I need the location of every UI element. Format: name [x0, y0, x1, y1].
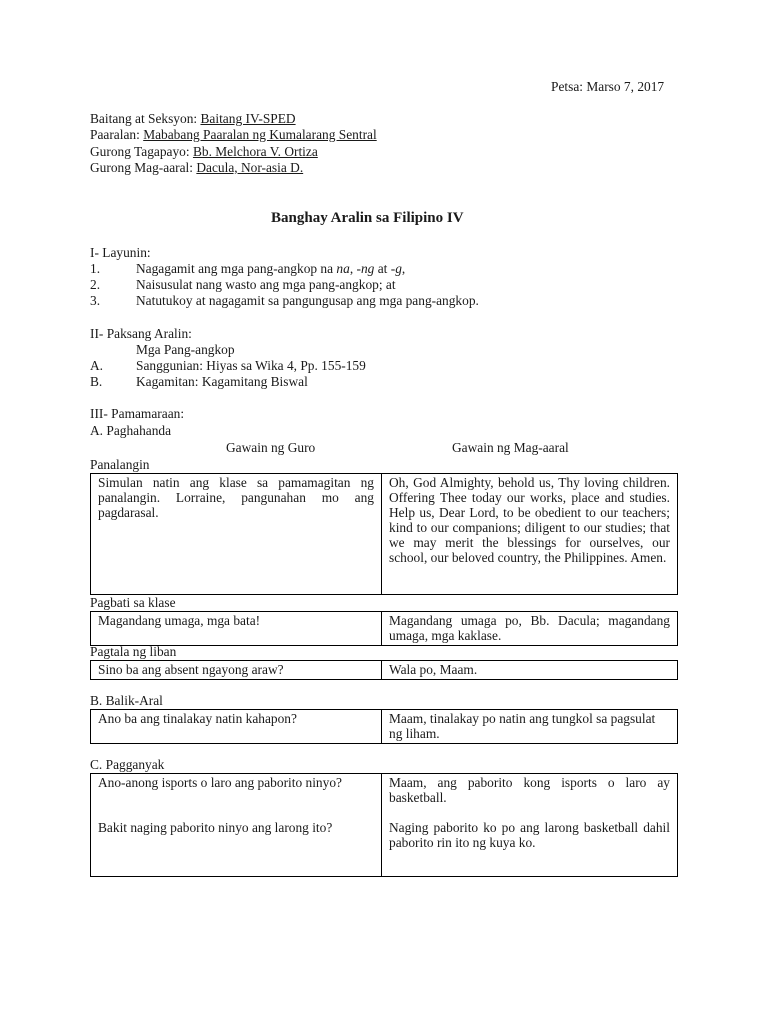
date-line — [551, 79, 664, 95]
guro-question-2: Bakit naging paborito ninyo ang larong ito? — [98, 820, 333, 835]
header-label: Baitang at Seksyon: — [90, 111, 198, 126]
header-value: Bb. Melchora V. Ortiza — [192, 144, 318, 159]
objective-3: Natutukoy at nagagamit sa pangungusap ang mga pang-angkop. — [136, 293, 479, 308]
date-value: Marso 7, 2017 — [586, 79, 665, 94]
header-student-teacher — [90, 160, 303, 176]
header-value: Dacula, Nor-asia D. — [196, 160, 304, 175]
label-pagtala: Pagtala ng liban — [90, 644, 177, 659]
label-panalangin: Panalangin — [90, 457, 150, 472]
table-row — [91, 612, 678, 646]
objective-term: -g — [390, 261, 402, 276]
objective-sep: , — [349, 261, 357, 276]
subheading-balik-aral: B. Balik-Aral — [90, 693, 163, 708]
section-heading-paksang-aralin: II- Paksang Aralin: — [90, 326, 192, 341]
header-label: Gurong Tagapayo: — [90, 144, 190, 159]
objective-sep: at — [374, 261, 391, 276]
header-label: Gurong Mag-aaral: — [90, 160, 193, 175]
list-letter: B. — [90, 374, 103, 389]
table-panalangin — [90, 473, 678, 595]
mag-aaral-cell: Oh, God Almighty, behold us, Thy loving children. Offering Thee today our works, place and studies. Help us, Dear Lord, to be obedient to our teachers; kind to our companions; diligent to our studies; that we may merit the blessings for ourselves, our school, our beloved country, the Philippines. Amen. — [382, 474, 678, 595]
header-value: Mababang Paaralan ng Kumalarang Sentral — [143, 127, 377, 142]
page-title: Banghay Aralin sa Filipino IV — [271, 210, 464, 226]
reference-line: Sanggunian: Hiyas sa Wika 4, Pp. 155-159 — [136, 358, 366, 373]
section-heading-pamamaraan: III- Pamamaraan: — [90, 406, 185, 421]
date-label: Petsa: — [551, 79, 583, 94]
mag-aaral-answer-2: Naging paborito ko po ang larong basketball dahil paborito rin ito ng kuya ko. — [389, 820, 670, 850]
table-row — [91, 474, 678, 595]
column-header-guro: Gawain ng Guro — [226, 440, 316, 455]
subheading-paghahanda: A. Paghahanda — [90, 423, 172, 438]
guro-cell: Ano ba ang tinalakay natin kahapon? — [91, 710, 382, 744]
objective-2: Naisusulat nang wasto ang mga pang-angkop; at — [136, 277, 396, 292]
list-number: 2. — [90, 277, 101, 292]
list-number: 3. — [90, 293, 101, 308]
guro-question-1: Ano-anong isports o laro ang paborito ninyo? — [98, 775, 342, 790]
table-pagganyak — [90, 773, 678, 877]
header-adviser — [90, 144, 318, 160]
mag-aaral-cell: Magandang umaga po, Bb. Dacula; magandang umaga, mga kaklase. — [382, 612, 678, 646]
table-row — [91, 710, 678, 744]
materials-line: Kagamitan: Kagamitang Biswal — [136, 374, 308, 389]
list-number: 1. — [90, 261, 101, 276]
column-header-mag-aaral: Gawain ng Mag-aaral — [452, 440, 569, 455]
guro-cell: Magandang umaga, mga bata! — [91, 612, 382, 646]
guro-cell: Sino ba ang absent ngayong araw? — [91, 661, 382, 680]
label-pagbati: Pagbati sa klase — [90, 595, 176, 610]
table-balik-aral — [90, 709, 678, 744]
guro-cell — [91, 774, 382, 877]
objective-1 — [136, 261, 405, 277]
table-pagbati — [90, 611, 678, 646]
header-school — [90, 127, 377, 143]
objective-term: na — [336, 261, 350, 276]
topic: Mga Pang-angkop — [136, 342, 235, 357]
objective-sep: , — [401, 261, 406, 276]
guro-cell: Simulan natin ang klase sa pamamagitan ng panalangin. Lorraine, pangunahan mo ang pagdarasal. — [91, 474, 382, 595]
header-label: Paaralan: — [90, 127, 140, 142]
header-grade-section — [90, 111, 296, 127]
mag-aaral-cell: Maam, tinalakay po natin ang tungkol sa pagsulat ng liham. — [382, 710, 678, 744]
subheading-pagganyak: C. Pagganyak — [90, 757, 165, 772]
objective-term: -ng — [356, 261, 375, 276]
mag-aaral-answer-1: Maam, ang paborito kong isports o laro ay basketball. — [389, 775, 670, 805]
table-pagtala — [90, 660, 678, 680]
mag-aaral-cell: Wala po, Maam. — [382, 661, 678, 680]
section-heading-layunin: I- Layunin: — [90, 245, 151, 260]
table-row — [91, 774, 678, 877]
table-row — [91, 661, 678, 680]
header-value: Baitang IV-SPED — [200, 111, 296, 126]
mag-aaral-cell — [382, 774, 678, 877]
objective-text: Nagagamit ang mga pang-angkop na — [136, 261, 337, 276]
list-letter: A. — [90, 358, 104, 373]
